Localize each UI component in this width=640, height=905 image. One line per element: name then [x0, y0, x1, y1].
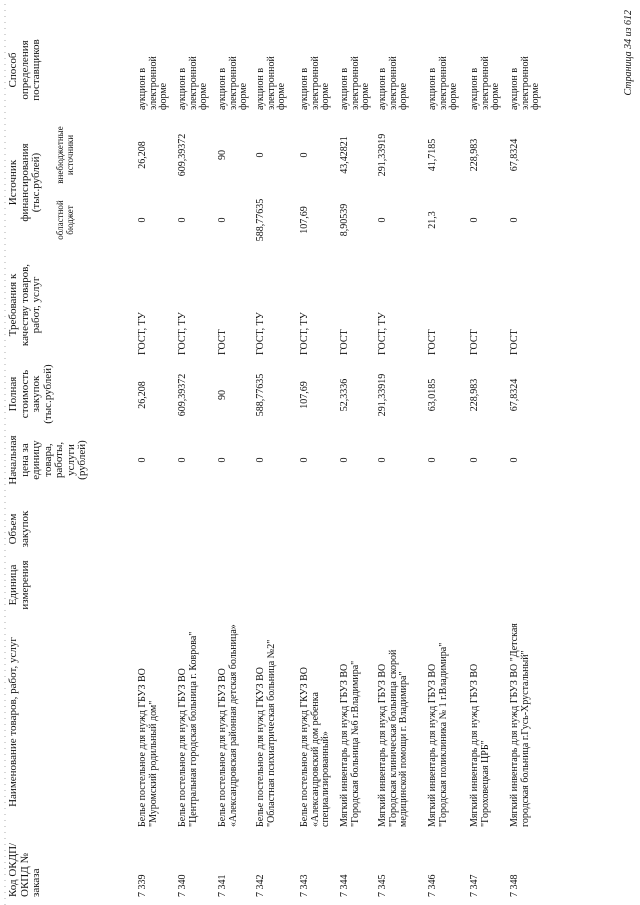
row-procurement-method: аукцион в электронной форме [137, 56, 169, 110]
header-method: Способ определения поставщиков [7, 39, 42, 101]
row-requirements: ГОСТ, ТУ [137, 312, 148, 355]
row-name: Белье постельное для нужд ГБУЗ ВО «Александровская районная детская больница» [217, 624, 239, 827]
row-name: Мягкий инвентарь для нужд ГБУЗ ВО "Детская городская больница г.Гусь-Хрустальный" [509, 623, 531, 827]
header-volume: Объем закупок [7, 510, 31, 548]
row-requirements: ГОСТ, ТУ [299, 312, 310, 355]
row-requirements: ГОСТ, ТУ [255, 312, 266, 355]
header-sources: Источник финансирования (тыс.рублей) [7, 143, 42, 222]
row-regional-budget: 21,3 [427, 211, 438, 229]
row-name: Белье постельное для нужд ГБУЗ ВО "Центральная городская больница г. Коврова" [177, 631, 199, 827]
row-unit-price: 0 [137, 457, 148, 463]
row-full-cost: 67,8324 [509, 378, 520, 412]
row-regional-budget: 0 [137, 217, 148, 223]
row-regional-budget: 0 [509, 217, 520, 223]
row-code: 7 341 [217, 874, 228, 897]
row-name: Белье постельное для нужд ГКУЗ ВО «Александровский дом ребенка специализированный» [299, 667, 331, 827]
row-code: 7 348 [509, 874, 520, 897]
row-requirements: ГОСТ [217, 329, 228, 355]
row-name: Мягкий инвентарь для нужд ГБУЗ ВО "Городская клиническая больница скорой медицинской помощи г. Владимира" [377, 649, 409, 827]
page-number: Страница 34 из 612 [623, 10, 634, 96]
header-unit: Единица измерения [7, 560, 31, 610]
row-code: 7 347 [469, 874, 480, 897]
row-unit-price: 0 [299, 457, 310, 463]
row-unit-price: 0 [469, 457, 480, 463]
row-procurement-method: аукцион в электронной форме [427, 56, 459, 110]
row-unit-price: 0 [177, 457, 188, 463]
row-regional-budget: 0 [177, 217, 188, 223]
row-requirements: ГОСТ, ТУ [177, 312, 188, 355]
row-name: Мягкий инвентарь для нужд ГБУЗ ВО "Гороховецкая ЦРБ" [469, 663, 491, 827]
row-procurement-method: аукцион в электронной форме [177, 56, 209, 110]
row-procurement-method: аукцион в электронной форме [377, 56, 409, 110]
row-requirements: ГОСТ [509, 329, 520, 355]
row-code: 7 342 [255, 874, 266, 897]
row-full-cost: 107,69 [299, 381, 310, 409]
row-requirements: ГОСТ [339, 329, 350, 355]
row-code: 7 343 [299, 874, 310, 897]
header-price: Начальная цена за единицу товара, работы, услуги (рублей) [7, 435, 88, 485]
row-code: 7 344 [339, 874, 350, 897]
header-source-regional: областной бюджет [55, 200, 75, 240]
row-name: Мягкий инвентарь для нужд ГБУЗ ВО "Городская больница №6 г.Владимира" [339, 660, 361, 827]
scan-noise-line [4, 0, 6, 905]
row-full-cost: 588,77635 [255, 373, 266, 417]
row-name: Белье постельное для нужд ГКУЗ ВО "Областная психиатрическая больница №2" [255, 639, 277, 827]
row-regional-budget: 588,77635 [255, 198, 266, 242]
row-unit-price: 0 [377, 457, 388, 463]
row-code: 7 339 [137, 874, 148, 897]
row-name: Белье постельное для нужд ГБУЗ ВО "Муромский родильный дом" [137, 668, 159, 827]
row-full-cost: 52,3336 [339, 378, 350, 412]
row-full-cost: 291,33919 [377, 373, 388, 417]
row-requirements: ГОСТ [427, 329, 438, 355]
row-full-cost: 63,0185 [427, 378, 438, 412]
row-code: 7 345 [377, 874, 388, 897]
row-regional-budget: 8,90539 [339, 203, 350, 237]
row-procurement-method: аукцион в электронной форме [255, 56, 287, 110]
row-full-cost: 228,983 [469, 378, 480, 412]
row-external-sources: 90 [217, 150, 228, 160]
row-external-sources: 609,39372 [177, 133, 188, 177]
row-requirements: ГОСТ [469, 329, 480, 355]
row-code: 7 340 [177, 874, 188, 897]
header-full-cost: Полная стоимость закупок (тыс.рублей) [7, 364, 54, 424]
row-external-sources: 43,42821 [339, 136, 350, 174]
row-name: Мягкий инвентарь для нужд ГБУЗ ВО "Городская поликлиника № 1 г.Владимира" [427, 642, 449, 827]
row-full-cost: 26,208 [137, 381, 148, 409]
row-external-sources: 0 [299, 152, 310, 158]
row-unit-price: 0 [339, 457, 350, 463]
header-name: Наименование товаров, работ, услуг [7, 637, 19, 807]
row-external-sources: 291,33919 [377, 133, 388, 177]
row-regional-budget: 107,69 [299, 206, 310, 234]
row-unit-price: 0 [217, 457, 228, 463]
row-regional-budget: 0 [377, 217, 388, 223]
row-code: 7 346 [427, 874, 438, 897]
row-external-sources: 0 [255, 152, 266, 158]
row-procurement-method: аукцион в электронной форме [217, 56, 249, 110]
row-procurement-method: аукцион в электронной форме [299, 56, 331, 110]
row-unit-price: 0 [427, 457, 438, 463]
row-full-cost: 90 [217, 390, 228, 400]
row-external-sources: 228,983 [469, 138, 480, 172]
row-procurement-method: аукцион в электронной форме [469, 56, 501, 110]
row-external-sources: 67,8324 [509, 138, 520, 172]
header-code: Код ОКДП/ ОКПД № заказа [7, 842, 42, 897]
row-requirements: ГОСТ, ТУ [377, 312, 388, 355]
row-full-cost: 609,39372 [177, 373, 188, 417]
row-procurement-method: аукцион в электронной форме [509, 56, 541, 110]
row-procurement-method: аукцион в электронной форме [339, 56, 371, 110]
row-regional-budget: 0 [217, 217, 228, 223]
row-external-sources: 41,7185 [427, 138, 438, 172]
row-external-sources: 26,208 [137, 141, 148, 169]
header-source-external: внебюджетные источники [55, 126, 75, 184]
row-unit-price: 0 [509, 457, 520, 463]
row-regional-budget: 0 [469, 217, 480, 223]
header-requirements: Требования к качеству товаров, работ, услуг [7, 263, 42, 347]
row-unit-price: 0 [255, 457, 266, 463]
